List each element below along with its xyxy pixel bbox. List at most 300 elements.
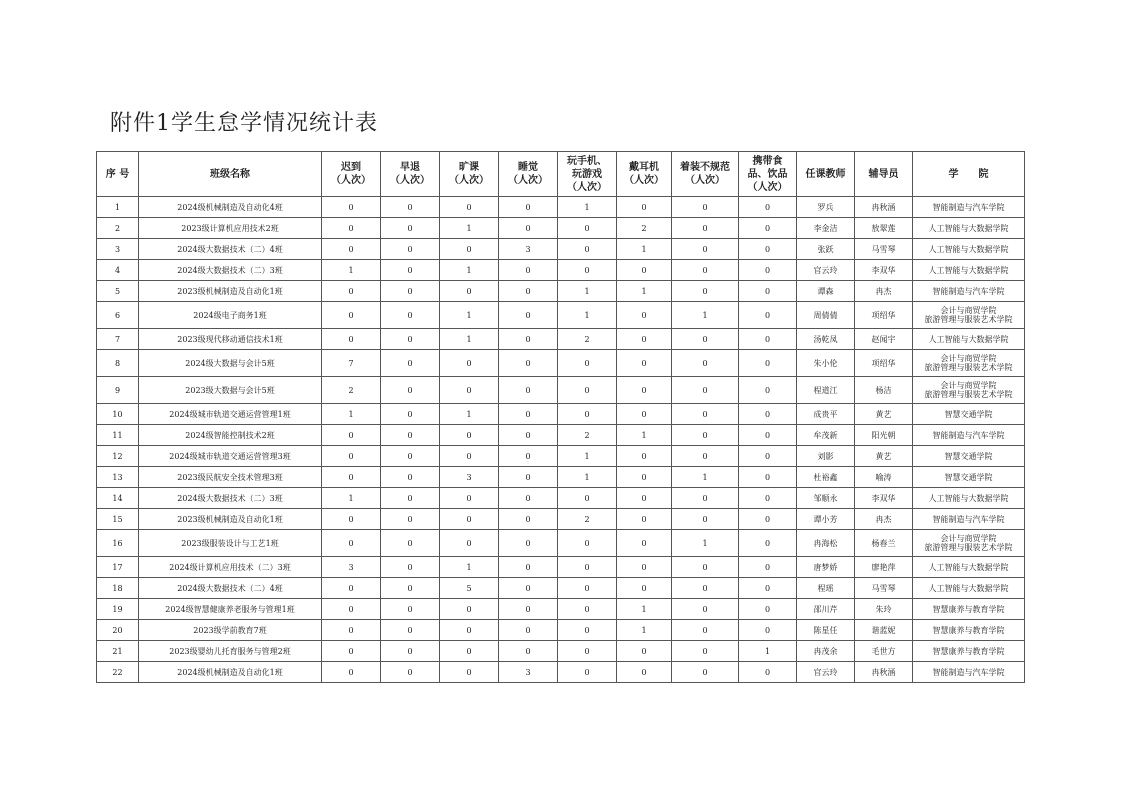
cell-earphone: 0 [617,578,672,599]
cell-early-leave: 0 [381,197,440,218]
cell-no: 18 [97,578,139,599]
header-class-name [139,152,322,197]
college-line: 人工智能与大数据学院 [928,334,1009,344]
table-row [97,425,1025,446]
college-line: 智能制造与汽车学院 [932,430,1005,440]
cell-counselor: 廖艳萍 [855,557,913,578]
cell-college [913,509,1025,530]
cell-no: 11 [97,425,139,446]
cell-counselor: 谐蓝妮 [855,620,913,641]
cell-no: 21 [97,641,139,662]
cell-early-leave: 0 [381,329,440,350]
college-line: 人工智能与大数据学院 [928,493,1009,503]
cell-phone-game: 1 [558,281,617,302]
cell-early-leave: 0 [381,260,440,281]
cell-counselor: 项绍华 [855,350,913,377]
cell-class-name: 2024级大数据技术（二）3班 [139,488,322,509]
cell-earphone: 1 [617,599,672,620]
cell-food-drink: 1 [739,641,797,662]
cell-food-drink: 0 [739,281,797,302]
cell-no: 1 [97,197,139,218]
cell-teacher: 官云玲 [797,662,855,683]
cell-late: 0 [322,281,381,302]
cell-phone-game: 0 [558,488,617,509]
cell-absent: 1 [440,404,499,425]
cell-earphone: 2 [617,218,672,239]
cell-teacher: 程瑶 [797,578,855,599]
college-line: 智慧康养与教育学院 [932,646,1005,656]
table-row [97,578,1025,599]
header-late [322,152,381,197]
header-line: （人次） [449,175,489,186]
cell-counselor: 李双华 [855,260,913,281]
cell-food-drink: 0 [739,377,797,404]
cell-food-drink: 0 [739,239,797,260]
cell-teacher: 谭小芳 [797,509,855,530]
cell-late: 1 [322,488,381,509]
table-row [97,467,1025,488]
cell-counselor: 阳光朝 [855,425,913,446]
cell-earphone: 0 [617,197,672,218]
college-line: 会计与商贸学院 [940,306,997,315]
header-line: 睡觉 [518,162,538,173]
college-line: 智慧交通学院 [944,409,993,419]
cell-earphone: 0 [617,260,672,281]
cell-counselor: 李双华 [855,488,913,509]
cell-class-name: 2023级机械制造及自动化1班 [139,281,322,302]
cell-phone-game: 0 [558,662,617,683]
cell-class-name: 2024级大数据技术（二）4班 [139,578,322,599]
table-row [97,329,1025,350]
cell-class-name: 2023级民航安全技术管理3班 [139,467,322,488]
cell-counselor: 项绍华 [855,302,913,329]
cell-absent: 0 [440,530,499,557]
cell-class-name: 2023级大数据与会计5班 [139,377,322,404]
cell-teacher: 成贵平 [797,404,855,425]
cell-early-leave: 0 [381,599,440,620]
cell-counselor: 冉杰 [855,281,913,302]
cell-phone-game: 0 [558,239,617,260]
table-header-row [97,152,1025,197]
cell-food-drink: 0 [739,218,797,239]
cell-early-leave: 0 [381,578,440,599]
cell-earphone: 0 [617,350,672,377]
cell-class-name: 2024级智慧健康养老服务与管理1班 [139,599,322,620]
cell-late: 0 [322,446,381,467]
cell-phone-game: 2 [558,329,617,350]
cell-teacher: 罗兵 [797,197,855,218]
table-row [97,281,1025,302]
table-row [97,662,1025,683]
cell-counselor: 毛世方 [855,641,913,662]
cell-class-name: 2024级城市轨道交通运营管理1班 [139,404,322,425]
cell-college [913,599,1025,620]
cell-dress-code: 1 [672,530,739,557]
table-row [97,620,1025,641]
cell-college [913,350,1025,377]
cell-phone-game: 1 [558,302,617,329]
table-row [97,488,1025,509]
header-sleep [499,152,558,197]
cell-college [913,578,1025,599]
cell-sleep: 0 [499,599,558,620]
cell-college [913,329,1025,350]
cell-food-drink: 0 [739,425,797,446]
cell-absent: 0 [440,239,499,260]
cell-phone-game: 1 [558,197,617,218]
header-line: 戴耳机 [629,162,659,173]
cell-early-leave: 0 [381,239,440,260]
table-row [97,557,1025,578]
cell-college [913,620,1025,641]
cell-dress-code: 1 [672,467,739,488]
header-college [913,152,1025,197]
cell-absent: 0 [440,641,499,662]
header-line: 学 院 [948,168,989,180]
cell-sleep: 0 [499,350,558,377]
cell-phone-game: 0 [558,620,617,641]
attendance-table [96,151,1025,683]
cell-class-name: 2023级机械制造及自动化1班 [139,509,322,530]
cell-college [913,446,1025,467]
cell-late: 1 [322,260,381,281]
cell-dress-code: 0 [672,425,739,446]
cell-no: 3 [97,239,139,260]
cell-food-drink: 0 [739,329,797,350]
cell-absent: 1 [440,557,499,578]
college-line: 智慧康养与教育学院 [932,625,1005,635]
cell-early-leave: 0 [381,620,440,641]
cell-absent: 0 [440,281,499,302]
college-line: 智能制造与汽车学院 [932,202,1005,212]
cell-teacher: 官云玲 [797,260,855,281]
cell-early-leave: 0 [381,467,440,488]
cell-no: 5 [97,281,139,302]
cell-dress-code: 0 [672,641,739,662]
cell-food-drink: 0 [739,620,797,641]
table-row [97,377,1025,404]
cell-college [913,641,1025,662]
cell-dress-code: 0 [672,488,739,509]
cell-dress-code: 0 [672,218,739,239]
header-line: （人次） [747,181,788,193]
cell-absent: 0 [440,599,499,620]
cell-college [913,425,1025,446]
cell-no: 12 [97,446,139,467]
table-row [97,641,1025,662]
cell-sleep: 0 [499,467,558,488]
cell-sleep: 0 [499,281,558,302]
cell-college [913,197,1025,218]
cell-absent: 0 [440,620,499,641]
cell-sleep: 3 [499,239,558,260]
cell-class-name: 2023级现代移动通信技术1班 [139,329,322,350]
header-line: （人次） [624,175,664,186]
cell-college [913,467,1025,488]
cell-dress-code: 1 [672,302,739,329]
table-row [97,404,1025,425]
cell-absent: 1 [440,302,499,329]
cell-dress-code: 0 [672,281,739,302]
cell-earphone: 0 [617,488,672,509]
cell-teacher: 周倩倩 [797,302,855,329]
cell-counselor: 杨洁 [855,377,913,404]
cell-no: 2 [97,218,139,239]
cell-dress-code: 0 [672,197,739,218]
cell-food-drink: 0 [739,557,797,578]
cell-teacher: 谭森 [797,281,855,302]
cell-counselor: 冉杰 [855,509,913,530]
cell-early-leave: 0 [381,302,440,329]
cell-sleep: 0 [499,329,558,350]
cell-absent: 0 [440,488,499,509]
cell-class-name: 2024级大数据技术（二）4班 [139,239,322,260]
cell-late: 0 [322,467,381,488]
cell-food-drink: 0 [739,662,797,683]
cell-late: 0 [322,302,381,329]
cell-class-name: 2024级智能控制技术2班 [139,425,322,446]
cell-late: 0 [322,620,381,641]
header-line: 玩游戏 [572,168,602,180]
cell-no: 6 [97,302,139,329]
cell-late: 0 [322,197,381,218]
cell-no: 9 [97,377,139,404]
cell-sleep: 0 [499,509,558,530]
table-row [97,197,1025,218]
cell-late: 0 [322,599,381,620]
header-line: 迟到 [341,162,361,173]
cell-food-drink: 0 [739,509,797,530]
cell-earphone: 0 [617,446,672,467]
cell-no: 20 [97,620,139,641]
cell-college [913,239,1025,260]
cell-no: 13 [97,467,139,488]
cell-phone-game: 0 [558,578,617,599]
cell-food-drink: 0 [739,446,797,467]
table-row [97,302,1025,329]
cell-late: 0 [322,641,381,662]
cell-college [913,302,1025,329]
table-row [97,218,1025,239]
cell-late: 0 [322,578,381,599]
cell-no: 17 [97,557,139,578]
page-title: 附件1学生怠学情况统计表 [110,111,378,136]
cell-college [913,404,1025,425]
cell-teacher: 汤乾凤 [797,329,855,350]
college-line: 人工智能与大数据学院 [928,244,1009,254]
cell-late: 3 [322,557,381,578]
cell-dress-code: 0 [672,578,739,599]
cell-late: 0 [322,239,381,260]
college-line: 智能制造与汽车学院 [932,514,1005,524]
cell-early-leave: 0 [381,509,440,530]
cell-class-name: 2024级电子商务1班 [139,302,322,329]
cell-absent: 0 [440,377,499,404]
header-earphone [617,152,672,197]
header-absent [440,152,499,197]
cell-late: 0 [322,662,381,683]
cell-absent: 0 [440,509,499,530]
cell-class-name: 2024级大数据与会计5班 [139,350,322,377]
college-line: 会计与商贸学院 [940,354,997,363]
college-line: 人工智能与大数据学院 [928,583,1009,593]
table-row [97,260,1025,281]
header-counselor [855,152,913,197]
cell-food-drink: 0 [739,530,797,557]
cell-early-leave: 0 [381,662,440,683]
cell-absent: 1 [440,218,499,239]
table-row [97,599,1025,620]
cell-earphone: 0 [617,329,672,350]
cell-late: 7 [322,350,381,377]
header-line: （人次） [685,175,725,186]
cell-college [913,662,1025,683]
cell-teacher: 刘影 [797,446,855,467]
cell-dress-code: 0 [672,509,739,530]
cell-teacher: 李金洁 [797,218,855,239]
cell-early-leave: 0 [381,641,440,662]
header-line: 旷课 [459,162,479,173]
cell-no: 16 [97,530,139,557]
cell-class-name: 2023级学前教育7班 [139,620,322,641]
cell-sleep: 0 [499,641,558,662]
cell-absent: 1 [440,260,499,281]
college-line: 人工智能与大数据学院 [928,265,1009,275]
cell-no: 15 [97,509,139,530]
cell-teacher: 邵川芹 [797,599,855,620]
cell-class-name: 2024级机械制造及自动化1班 [139,662,322,683]
cell-counselor: 黄艺 [855,404,913,425]
cell-phone-game: 0 [558,404,617,425]
cell-sleep: 0 [499,377,558,404]
header-food-drink [739,152,797,197]
cell-absent: 0 [440,446,499,467]
cell-teacher: 冉海松 [797,530,855,557]
cell-class-name: 2023级婴幼儿托育服务与管理2班 [139,641,322,662]
cell-college [913,530,1025,557]
college-line: 智能制造与汽车学院 [932,286,1005,296]
cell-late: 1 [322,404,381,425]
table-row [97,350,1025,377]
cell-dress-code: 0 [672,377,739,404]
cell-earphone: 1 [617,239,672,260]
cell-class-name: 2024级计算机应用技术（二）3班 [139,557,322,578]
cell-late: 0 [322,425,381,446]
cell-class-name: 2024级城市轨道交通运营管理3班 [139,446,322,467]
cell-early-leave: 0 [381,377,440,404]
cell-earphone: 0 [617,641,672,662]
cell-no: 22 [97,662,139,683]
cell-food-drink: 0 [739,260,797,281]
cell-late: 0 [322,530,381,557]
cell-class-name: 2024级机械制造及自动化4班 [139,197,322,218]
college-line: 人工智能与大数据学院 [928,223,1009,233]
cell-earphone: 0 [617,530,672,557]
header-line: （人次） [567,181,607,193]
cell-dress-code: 0 [672,350,739,377]
cell-sleep: 0 [499,530,558,557]
cell-earphone: 1 [617,281,672,302]
header-phone-game [558,152,617,197]
college-line: 旅游管理与服装艺术学院 [924,315,1013,324]
cell-sleep: 0 [499,446,558,467]
cell-early-leave: 0 [381,530,440,557]
cell-dress-code: 0 [672,599,739,620]
cell-phone-game: 0 [558,218,617,239]
cell-counselor: 喻涛 [855,467,913,488]
cell-absent: 1 [440,329,499,350]
college-line: 智慧交通学院 [944,451,993,461]
header-line: （人次） [331,175,371,186]
cell-counselor: 赵闻宇 [855,329,913,350]
cell-college [913,281,1025,302]
cell-food-drink: 0 [739,599,797,620]
cell-sleep: 0 [499,404,558,425]
cell-early-leave: 0 [381,557,440,578]
cell-teacher: 冉茂余 [797,641,855,662]
cell-sleep: 0 [499,425,558,446]
cell-teacher: 杜裕鑫 [797,467,855,488]
cell-no: 4 [97,260,139,281]
header-line: 早退 [400,162,420,173]
cell-early-leave: 0 [381,488,440,509]
cell-dress-code: 0 [672,446,739,467]
table-body [97,197,1025,683]
college-line: 会计与商贸学院 [940,381,997,390]
cell-dress-code: 0 [672,620,739,641]
cell-phone-game: 0 [558,557,617,578]
cell-college [913,377,1025,404]
cell-food-drink: 0 [739,467,797,488]
cell-absent: 5 [440,578,499,599]
cell-late: 0 [322,218,381,239]
cell-food-drink: 0 [739,302,797,329]
header-teacher [797,152,855,197]
header-line: 序 号 [105,168,130,180]
cell-absent: 0 [440,425,499,446]
college-line: 智慧交通学院 [944,472,993,482]
cell-teacher: 朱小伦 [797,350,855,377]
table-row [97,509,1025,530]
cell-early-leave: 0 [381,446,440,467]
header-line: （人次） [390,175,430,186]
college-line: 人工智能与大数据学院 [928,562,1009,572]
cell-phone-game: 2 [558,425,617,446]
cell-food-drink: 0 [739,404,797,425]
header-line: （人次） [508,175,548,186]
cell-early-leave: 0 [381,404,440,425]
cell-earphone: 0 [617,377,672,404]
cell-phone-game: 1 [558,446,617,467]
cell-earphone: 0 [617,509,672,530]
cell-absent: 3 [440,467,499,488]
cell-early-leave: 0 [381,281,440,302]
cell-counselor: 马雪琴 [855,578,913,599]
header-line: 班级名称 [210,168,250,180]
cell-sleep: 0 [499,557,558,578]
table-row [97,239,1025,260]
cell-no: 7 [97,329,139,350]
cell-college [913,557,1025,578]
cell-late: 0 [322,509,381,530]
cell-counselor: 马雪琴 [855,239,913,260]
cell-college [913,488,1025,509]
cell-dress-code: 0 [672,260,739,281]
cell-sleep: 0 [499,620,558,641]
cell-earphone: 1 [617,620,672,641]
table-row [97,530,1025,557]
cell-teacher: 张跃 [797,239,855,260]
